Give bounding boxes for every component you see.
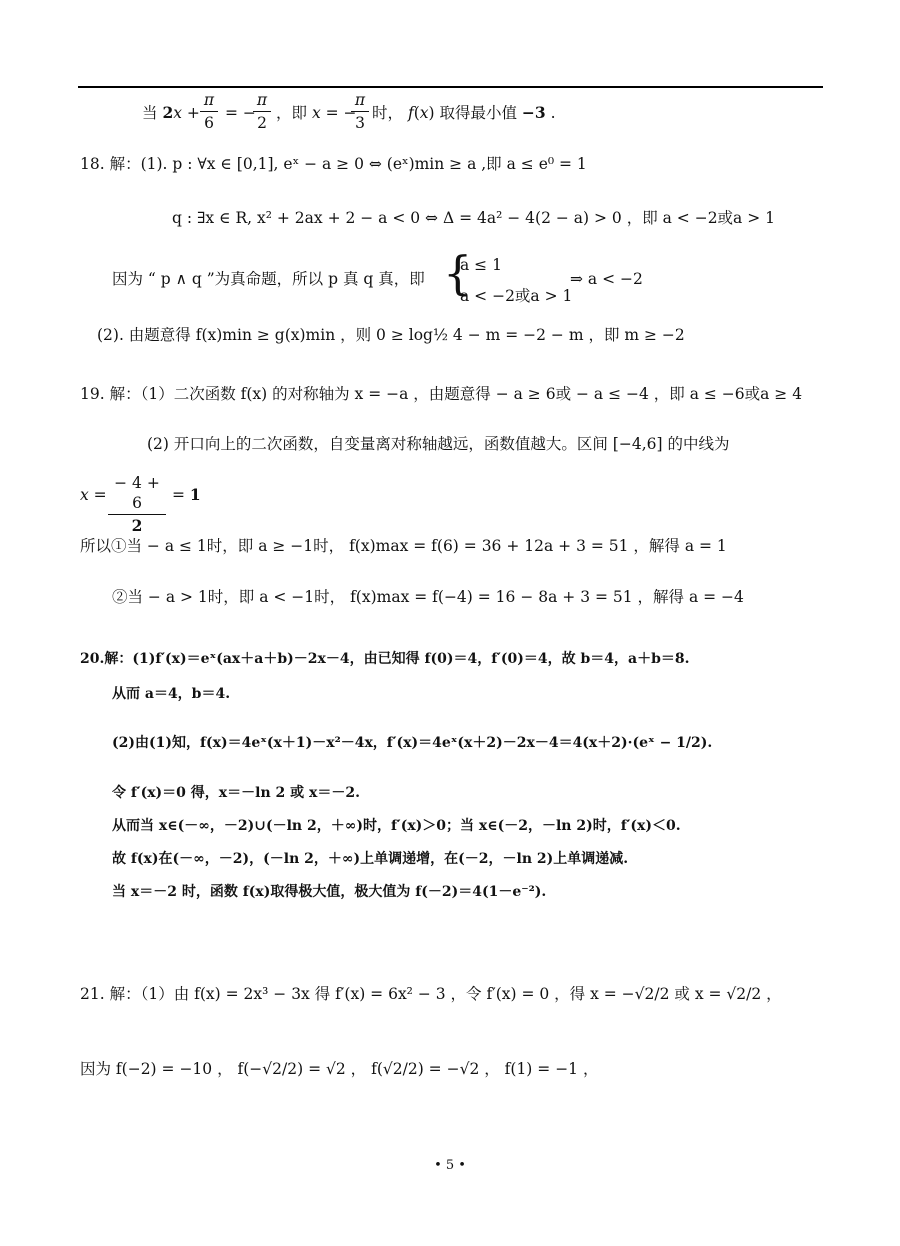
- s20-line-5: 从而当 x∈(－∞，－2)∪(－ln 2，＋∞)时，f′(x)＞0；当 x∈(－2，－ln 2)时，f′(x)＜0.: [112, 818, 681, 834]
- header-rule: [78, 86, 823, 88]
- s18-line-3b: ⇒ a < −2: [570, 270, 643, 288]
- s17-text-b: ，即 x = −: [276, 104, 357, 122]
- s20-line-4: 令 f′(x)＝0 得，x＝－ln 2 或 x＝－2.: [112, 785, 360, 801]
- s17-text-a: 当 2x +: [142, 103, 200, 122]
- s18-line-3a: 因为 “ p ∧ q ”为真命题，所以 p 真 q 真，即: [112, 270, 425, 288]
- s18-line-1: 18. 解：(1). p : ∀x ∈ [0,1], eˣ − a ≥ 0 ⇔ (eˣ)min ≥ a ,即 a ≤ e⁰ = 1: [80, 155, 587, 173]
- s19-line-3: [80, 484, 107, 506]
- page-number: • 5 •: [434, 1158, 466, 1173]
- pi-over-3-fraction: π 3: [351, 90, 369, 133]
- s20-line-3: (2)由(1)知，f(x)＝4eˣ(x＋1)－x²－4x，f′(x)＝4eˣ(x＋2)－2x－4＝4(x＋2)·(eˣ − 1/2).: [112, 735, 713, 751]
- s19-x-eq: x =: [80, 486, 107, 504]
- s20-line-2: 从而 a＝4，b＝4.: [112, 686, 231, 702]
- s19-line-5: ②当 − a > 1时，即 a < −1时， f(x)max = f(−4) = 16 − 8a + 3 = 51 ，解得 a = −4: [112, 588, 744, 606]
- s18-line-2: q : ∃x ∈ R, x² + 2ax + 2 − a < 0 ⇔ Δ = 4a² − 4(2 − a) > 0 ，即 a < −2或a > 1: [172, 209, 775, 227]
- s19-line-2: (2) 开口向上的二次函数，自变量离对称轴越远，函数值越大。区间 [−4,6] 的中线为: [147, 435, 730, 453]
- midpoint-fraction: − 4 + 6 2: [108, 473, 166, 536]
- system-row-1: a ≤ 1: [460, 256, 502, 274]
- s20-line-6: 故 f(x)在(－∞，－2)，(－ln 2，＋∞)上单调递增，在(－2，－ln 2)上单调递减.: [112, 851, 629, 867]
- system-row-2: a < −2或a > 1: [460, 287, 573, 305]
- s19-eq-1: = 1: [172, 485, 201, 504]
- s18-line-4: (2). 由题意得 f(x)min ≥ g(x)min ，则 0 ≥ log½ 4 − m = −2 − m ，即 m ≥ −2: [97, 326, 685, 344]
- pi-over-2-fraction: π 2: [253, 90, 271, 133]
- s19-line-1: 19. 解：（1）二次函数 f(x) 的对称轴为 x = −a ，由题意得 − a ≥ 6或 − a ≤ −4 ，即 a ≤ −6或a ≥ 4: [80, 385, 803, 403]
- s21-line-2: 因为 f(−2) = −10 ， f(−√2/2) = √2 ， f(√2/2) = −√2 ， f(1) = −1 ，: [80, 1060, 599, 1078]
- s20-line-1: 20.解：(1)f′(x)＝eˣ(ax＋a＋b)－2x－4，由已知得 f(0)＝4，f′(0)＝4，故 b＝4，a＋b＝8.: [80, 651, 690, 667]
- system-brace: {: [443, 246, 473, 300]
- s20-line-7: 当 x＝－2 时，函数 f(x)取得极大值，极大值为 f(－2)＝4(1－e⁻²).: [112, 884, 547, 900]
- pi-over-6-fraction: π 6: [200, 90, 218, 133]
- s17-eq: = −: [225, 104, 256, 122]
- s21-line-1: 21. 解：（1）由 f(x) = 2x³ − 3x 得 f′(x) = 6x² − 3 ，令 f′(x) = 0 ，得 x = −√2/2 或 x = √2/2 ，: [80, 985, 782, 1003]
- s19-line-4: 所以①当 − a ≤ 1时，即 a ≥ −1时， f(x)max = f(6) = 36 + 12a + 3 = 51 ，解得 a = 1: [80, 537, 727, 555]
- s17-text-c: 时， f(x) 取得最小值 −3 .: [372, 103, 556, 122]
